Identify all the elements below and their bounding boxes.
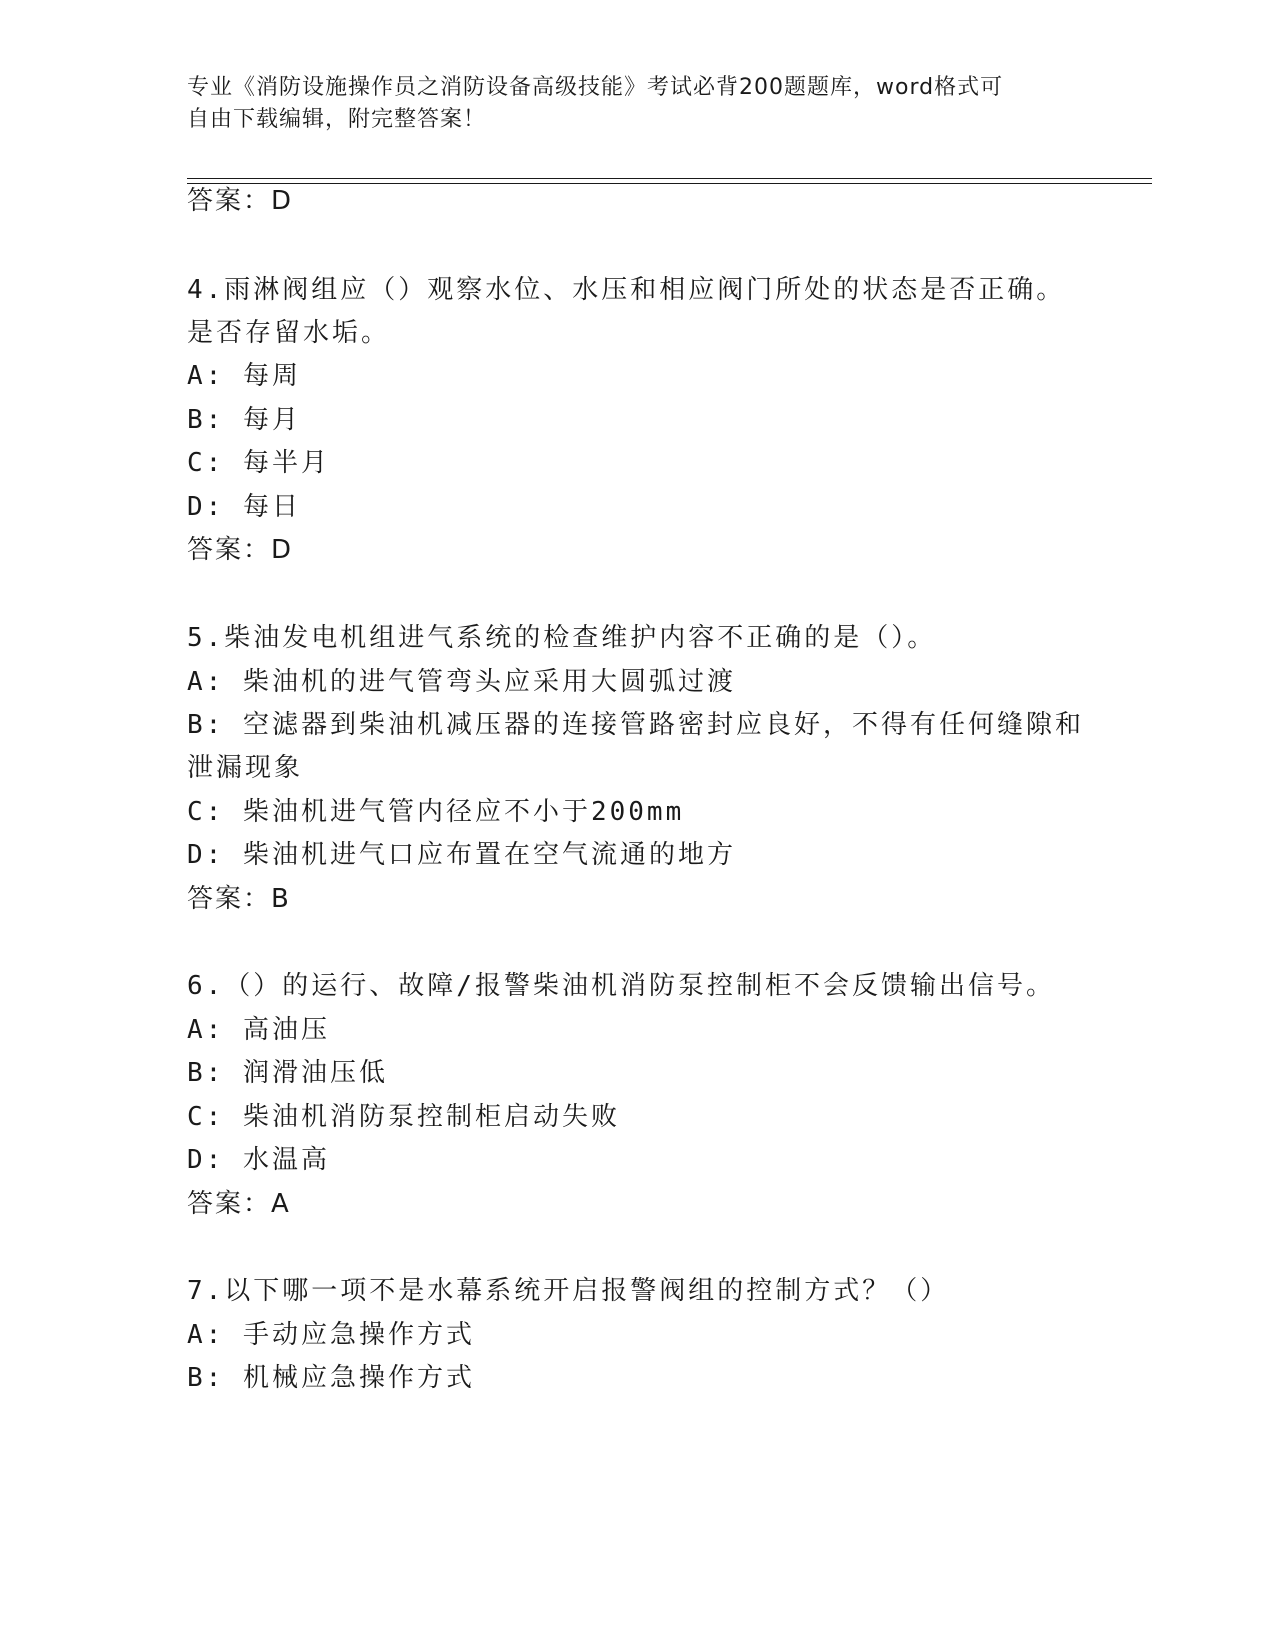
question-4-option-a: A: 每周	[187, 361, 301, 391]
header-line-1: 专业《消防设施操作员之消防设备高级技能》考试必背200题题库，word格式可	[187, 75, 1004, 100]
question-5-option-b-line-1: B: 空滤器到柴油机减压器的连接管路密封应良好，不得有任何缝隙和	[187, 710, 1084, 740]
question-6-option-a: A: 高油压	[187, 1015, 330, 1045]
question-5-option-a: A: 柴油机的进气管弯头应采用大圆弧过渡	[187, 667, 736, 697]
question-4-stem-line-1: 4.雨淋阀组应（）观察水位、水压和相应阀门所处的状态是否正确。	[187, 275, 1066, 305]
header-divider-bottom	[187, 183, 1152, 184]
question-4-stem-line-2: 是否存留水垢。	[187, 318, 391, 348]
answer-q4: 答案：D	[187, 535, 294, 565]
question-5-option-b-line-2: 泄漏现象	[187, 753, 304, 783]
header-line-2: 自由下载编辑，附完整答案！	[187, 107, 487, 132]
question-7-stem: 7.以下哪一项不是水幕系统开启报警阀组的控制方式？（）	[187, 1276, 950, 1306]
question-5-stem: 5.柴油发电机组进气系统的检查维护内容不正确的是（）。	[187, 623, 937, 653]
question-4-option-d: D: 每日	[187, 492, 301, 522]
answer-q5: 答案：B	[187, 884, 291, 914]
question-5-option-d: D: 柴油机进气口应布置在空气流通的地方	[187, 840, 736, 870]
header-divider-top	[187, 178, 1152, 179]
question-6-stem: 6.（）的运行、故障/报警柴油机消防泵控制柜不会反馈输出信号。	[187, 971, 1055, 1001]
question-6-option-b: B: 润滑油压低	[187, 1058, 388, 1088]
question-5-option-c: C: 柴油机进气管内径应不小于200mm	[187, 797, 685, 827]
question-6-option-d: D: 水温高	[187, 1145, 330, 1175]
question-4-option-c: C: 每半月	[187, 448, 330, 478]
document-header	[187, 72, 1067, 136]
question-7-option-b: B: 机械应急操作方式	[187, 1363, 475, 1393]
question-4-option-b: B: 每月	[187, 405, 301, 435]
answer-q6: 答案：A	[187, 1189, 291, 1219]
question-6-option-c: C: 柴油机消防泵控制柜启动失败	[187, 1102, 620, 1132]
question-7-option-a: A: 手动应急操作方式	[187, 1320, 475, 1350]
answer-q3: 答案：D	[187, 186, 294, 216]
